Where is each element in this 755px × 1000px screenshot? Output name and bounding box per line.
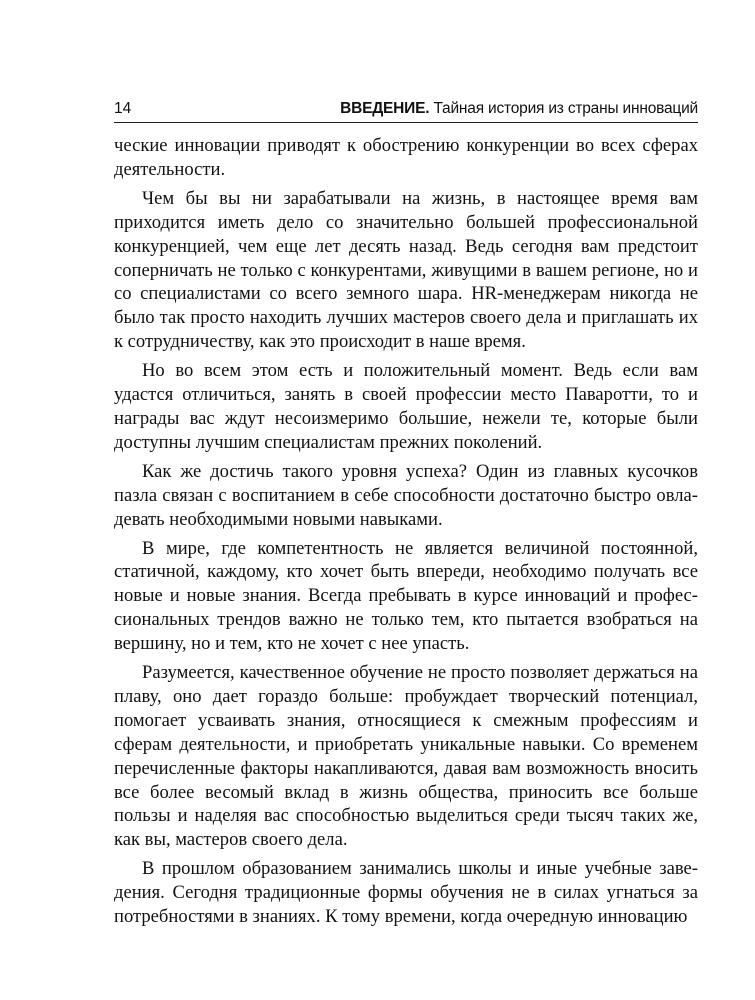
paragraph: Чем бы вы ни зарабатывали на жизнь, в настоящее время вам приходится иметь дело со значительно большей профессиональной конкуренцией, чем еще лет десять назад. Ведь сегодня вам предстоит соперничать не только с конкурентами, живущими в вашем регионе, но и со специалистами со всего земного шара. HR-менеджерам никогда не было так просто находить лучших мастеров своего дела и приглашать их к сотрудничеству, как это происходит в наше время. xyxy=(114,187,698,353)
paragraph: В прошлом образованием занимались школы и иные учебные заведения. Сегодня традиционные формы обучения не в силах угнаться за потребностями в знаниях. К тому времени, когда очередную инновацию xyxy=(114,858,698,928)
paragraph: Как же достичь такого уровня успеха? Один из главных кусочков пазла связан с воспитанием в себе способности достаточно быстро овладевать необходимыми новыми навыками. xyxy=(114,460,698,530)
paragraph: Но во всем этом есть и положительный момент. Ведь если вам удастся отличиться, занять в своей профессии место Паваротти, то и награды вас ждут несоизмеримо большие, нежели те, которые были доступны лучшим специалистам прежних поколений. xyxy=(114,360,698,453)
paragraph: В мире, где компетентность не является величиной постоянной, статичной, каждому, кто хочет быть впереди, необходимо получать все новые и новые знания. Всегда пребывать в курсе инноваций и профессиональных трендов важно не только тем, кто пытается взобраться на вершину, но и тем, кто не хочет с нее упасть. xyxy=(114,537,698,655)
running-header xyxy=(114,98,698,123)
body-text xyxy=(114,134,698,929)
paragraph: ческие инновации приводят к обострению конкуренции во всех сферах деятельности. xyxy=(114,135,698,180)
section-title: Тайная история из страны инноваций xyxy=(433,100,698,117)
running-title xyxy=(340,98,698,120)
chapter-label: ВВЕДЕНИЕ. xyxy=(340,100,430,117)
page-number: 14 xyxy=(114,100,132,117)
paragraph: Разумеется, качественное обучение не просто позволяет держаться на плаву, оно дает гораздо больше: пробуждает творческий потенциал, помогает усваивать знания, относящиеся к смежным профессиям и сферам деятельности, и приобретать уникальные навыки. Со временем перечисленные факторы накапливаются, давая вам возможность вносить все более весомый вклад в жизнь общества, приносить все больше пользы и наделяя вас способностью выделиться среди тысяч таких же, как вы, мастеров своего дела. xyxy=(114,662,698,851)
